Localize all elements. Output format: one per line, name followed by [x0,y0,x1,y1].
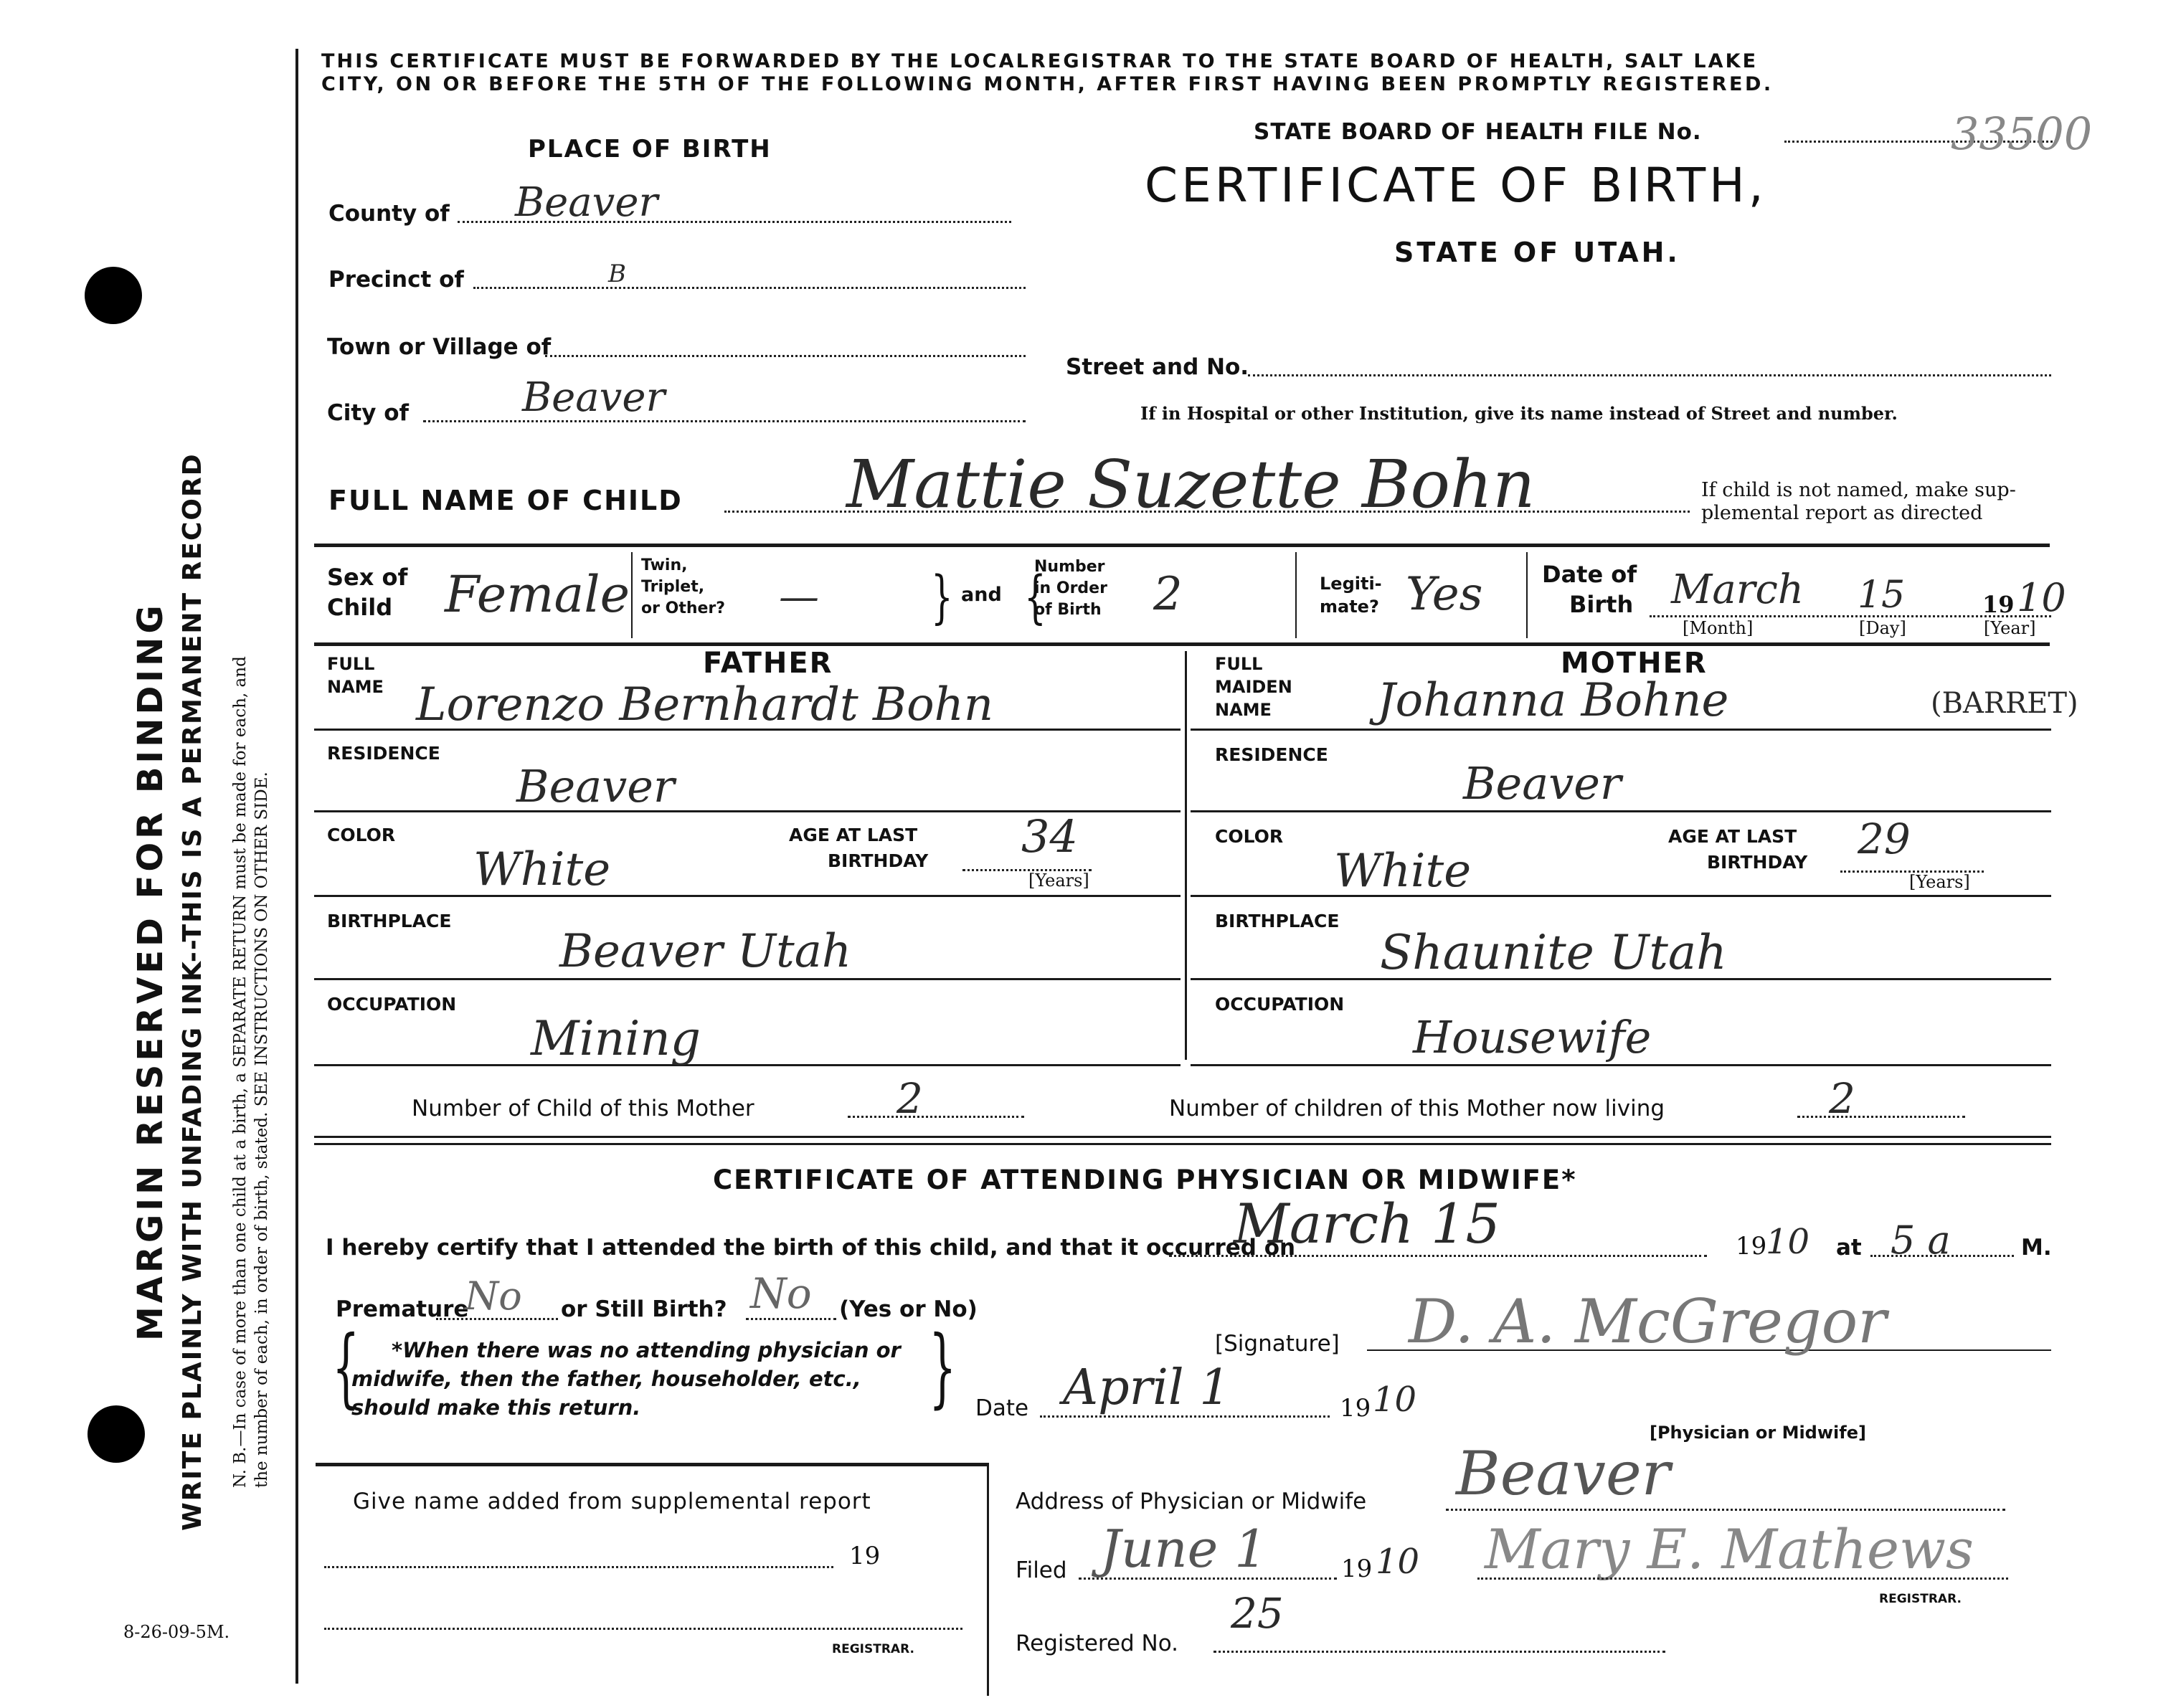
filed-date-value: June 1 [1100,1519,1267,1579]
twin-label-2: Triplet, [641,578,705,596]
note-brace-right: } [929,1318,957,1418]
living-line [1797,1116,1965,1118]
binding-hole-top [85,267,142,324]
premature-value: No [465,1273,522,1319]
address-label: Address of Physician or Midwife [1016,1489,1367,1514]
mother-occupation-rule [1191,1064,2051,1066]
legitimate-value: Yes [1406,568,1483,621]
mother-full-label-2: MAIDEN [1215,677,1292,697]
street-label: Street and No. [1066,354,1249,380]
child-row-divider-3 [1526,552,1528,638]
precinct-value: B [608,260,626,288]
brace-right-1: } [931,564,953,630]
sex-value: Female [445,565,630,624]
margin-nb-line1: N. B.—In case of more than one child at a birth, a SEPARATE RETURN must be made for each, and [231,656,250,1488]
dob-day-caption: [Day] [1859,618,1906,638]
certify-text: I hereby certify that I attended the birth of this child, and that it occurred on [326,1235,1296,1261]
registered-label: Registered No. [1016,1631,1179,1656]
mother-color-label: COLOR [1215,826,1284,847]
mother-residence-value: Beaver [1463,757,1622,810]
county-value: Beaver [515,179,658,226]
father-name-value: Lorenzo Bernhardt Bohn [416,678,994,731]
father-birthplace-value: Beaver Utah [559,925,852,978]
file-number-value: 33500 [1951,108,2093,160]
dob-year-prefix: 19 [1982,591,2015,618]
mother-name-value: Johanna Bohne [1377,674,1729,727]
signed-date-value: April 1 [1063,1360,1231,1416]
dob-year-caption: [Year] [1984,618,2036,638]
signature-label: [Signature] [1215,1331,1340,1357]
filed-year-suffix: 10 [1376,1542,1420,1582]
certify-year-suffix: 10 [1766,1222,1810,1262]
mother-years-caption: [Years] [1909,872,1970,892]
stillbirth-label: or Still Birth? [561,1296,727,1322]
father-age-label-1: AGE AT LAST [789,825,918,845]
mother-age-value: 29 [1858,815,1911,863]
premature-label: Premature [336,1296,469,1322]
city-label: City of [327,400,409,426]
mother-residence-label: RESIDENCE [1215,744,1328,765]
mother-full-label-1: FULL [1215,654,1263,674]
note-line-1: *When there was no attending physician or [392,1338,901,1362]
mother-occupation-value: Housewife [1413,1011,1652,1063]
precinct-line [473,287,1026,289]
supplement-registrar-line [324,1628,962,1630]
certify-year-prefix: 19 [1736,1232,1767,1261]
child-row-top-rule [314,544,2050,547]
hospital-note: If in Hospital or other Institution, give its name instead of Street and number. [1140,403,1898,424]
father-color-label: COLOR [327,825,396,845]
mother-age-label-1: AGE AT LAST [1668,826,1797,847]
state-title: STATE OF UTAH. [1394,237,1680,268]
dob-label-2: Birth [1569,591,1634,618]
order-label-1: Number [1034,558,1105,576]
note-line-2: midwife, then the father, householder, etc., [351,1367,861,1391]
mother-color-rule [1191,895,2051,897]
supplement-heading: Give name added from supplemental report [353,1489,871,1514]
father-full-label-2: NAME [327,677,384,697]
county-label: County of [328,201,450,227]
child-of-mother-label: Number of Child of this Mother [412,1096,754,1121]
signed-year-prefix: 19 [1340,1394,1371,1423]
order-label-2: in Order [1034,579,1107,597]
father-occupation-rule [314,1064,1181,1066]
file-number-label: STATE BOARD OF HEALTH FILE No. [1254,119,1702,145]
signed-date-label: Date [975,1395,1029,1421]
father-birthplace-label: BIRTHPLACE [327,911,452,931]
binding-border-line [295,49,298,1684]
margin-permanent-text: WRITE PLAINLY WITH UNFADING INK--THIS IS A PERMANENT RECORD [178,452,207,1531]
parents-center-divider [1185,651,1187,1060]
stillbirth-value: No [750,1269,812,1318]
mother-residence-rule [1191,810,2051,812]
brace-left-1: { [1024,564,1046,630]
town-line [545,355,1026,357]
supplement-year-prefix: 19 [849,1542,881,1570]
physician-heading: CERTIFICATE OF ATTENDING PHYSICIAN OR MIDWIFE* [713,1164,1577,1195]
place-of-birth-title: PLACE OF BIRTH [528,135,772,163]
filed-label: Filed [1016,1557,1067,1583]
stillbirth-line [746,1318,836,1320]
dob-month-value: March [1671,566,1804,613]
father-age-value: 34 [1021,810,1078,863]
address-value: Beaver [1456,1438,1670,1509]
mother-color-value: White [1334,845,1472,898]
mother-occupation-label: OCCUPATION [1215,994,1345,1015]
dob-day-value: 15 [1858,574,1906,617]
child-name-label: FULL NAME OF CHILD [328,485,683,516]
city-line [423,420,1026,422]
filed-year-prefix: 19 [1341,1555,1373,1583]
note-brace-left: { [332,1318,360,1418]
section-double-rule-2 [314,1143,2051,1145]
registered-value: 25 [1231,1589,1284,1638]
mother-full-label-3: NAME [1215,700,1272,720]
note-line-3: should make this return. [351,1395,641,1420]
twin-label-1: Twin, [641,556,688,574]
mother-name-rule [1191,729,2051,731]
twin-value: — [779,574,819,620]
child-row-divider-2 [1295,552,1297,638]
father-full-label-1: FULL [327,654,375,674]
margin-nb-line2: the number of each, in order of birth, stated. SEE INSTRUCTIONS ON OTHER SIDE. [252,772,271,1488]
physician-caption: [Physician or Midwife] [1650,1423,1866,1443]
yes-no-label: (Yes or No) [839,1296,978,1322]
section-double-rule-1 [314,1136,2051,1138]
father-birthplace-rule [314,978,1181,980]
registrar-line [1477,1577,2008,1580]
signed-year-suffix: 10 [1373,1380,1417,1420]
father-color-rule [314,895,1181,897]
legitimate-label-2: mate? [1320,597,1379,617]
street-line [1248,374,2051,376]
registrar-caption: REGISTRAR. [1879,1592,1962,1606]
dob-month-caption: [Month] [1683,618,1754,638]
order-label-3: of Birth [1034,601,1102,619]
father-occupation-label: OCCUPATION [327,994,457,1015]
father-residence-value: Beaver [516,760,675,812]
child-name-note-1: If child is not named, make sup- [1701,479,2016,501]
child-of-mother-line [848,1116,1024,1118]
and-label: and [961,584,1002,606]
form-code: 8-26-09-5M. [123,1622,230,1642]
supplement-name-line [324,1566,833,1568]
father-heading: FATHER [703,647,833,680]
at-label: at [1836,1235,1862,1261]
father-occupation-value: Mining [531,1011,701,1066]
registrar-signature: Mary E. Mathews [1485,1517,1974,1581]
order-value: 2 [1153,568,1183,621]
city-value: Beaver [522,374,666,421]
child-name-value: Mattie Suzette Bohn [846,446,1536,523]
living-label: Number of children of this Mother now living [1169,1096,1665,1121]
supplement-registrar-caption: REGISTRAR. [832,1642,914,1656]
header-line-2: CITY, ON OR BEFORE THE 5TH OF THE FOLLOWING MONTH, AFTER FIRST HAVING BEEN PROMPTLY REGISTERED. [321,73,1774,95]
signature-value: D. A. McGregor [1409,1286,1887,1357]
legitimate-label-1: Legiti- [1320,574,1382,594]
mother-birthplace-label: BIRTHPLACE [1215,911,1340,931]
precinct-label: Precinct of [328,267,464,293]
mother-birthplace-value: Shaunite Utah [1380,925,1727,980]
mother-age-label-2: BIRTHDAY [1707,852,1808,873]
registered-line [1213,1651,1665,1653]
father-color-value: White [473,843,611,896]
address-line [1446,1509,2005,1511]
living-value: 2 [1829,1074,1855,1123]
child-row-bottom-rule [314,642,2050,646]
m-label: M. [2021,1235,2052,1261]
mother-heading: MOTHER [1561,647,1708,680]
binding-hole-bottom [87,1405,145,1463]
father-residence-label: RESIDENCE [327,743,440,764]
mother-name-note: (BARRET) [1931,687,2078,720]
father-age-label-2: BIRTHDAY [828,850,929,871]
certify-date-value: March 15 [1234,1192,1500,1256]
certificate-title: CERTIFICATE OF BIRTH, [1145,158,1767,213]
father-years-caption: [Years] [1028,870,1089,891]
time-value: 5 a [1891,1218,1951,1263]
dob-label-1: Date of [1542,561,1637,588]
sex-label-2: Child [327,594,393,621]
town-label: Town or Village of [327,334,552,360]
child-row-divider-1 [631,552,633,638]
header-line-1: THIS CERTIFICATE MUST BE FORWARDED BY THE LOCALREGISTRAR TO THE STATE BOARD OF HEALTH, SALT LAKE [321,50,1759,72]
child-of-mother-value: 2 [896,1074,923,1123]
twin-label-3: or Other? [641,599,726,617]
margin-binding-text: MARGIN RESERVED FOR BINDING [131,602,171,1341]
child-name-note-2: plemental report as directed [1701,502,1983,524]
dob-year-suffix: 10 [2017,575,2066,620]
sex-label-1: Sex of [327,564,408,591]
